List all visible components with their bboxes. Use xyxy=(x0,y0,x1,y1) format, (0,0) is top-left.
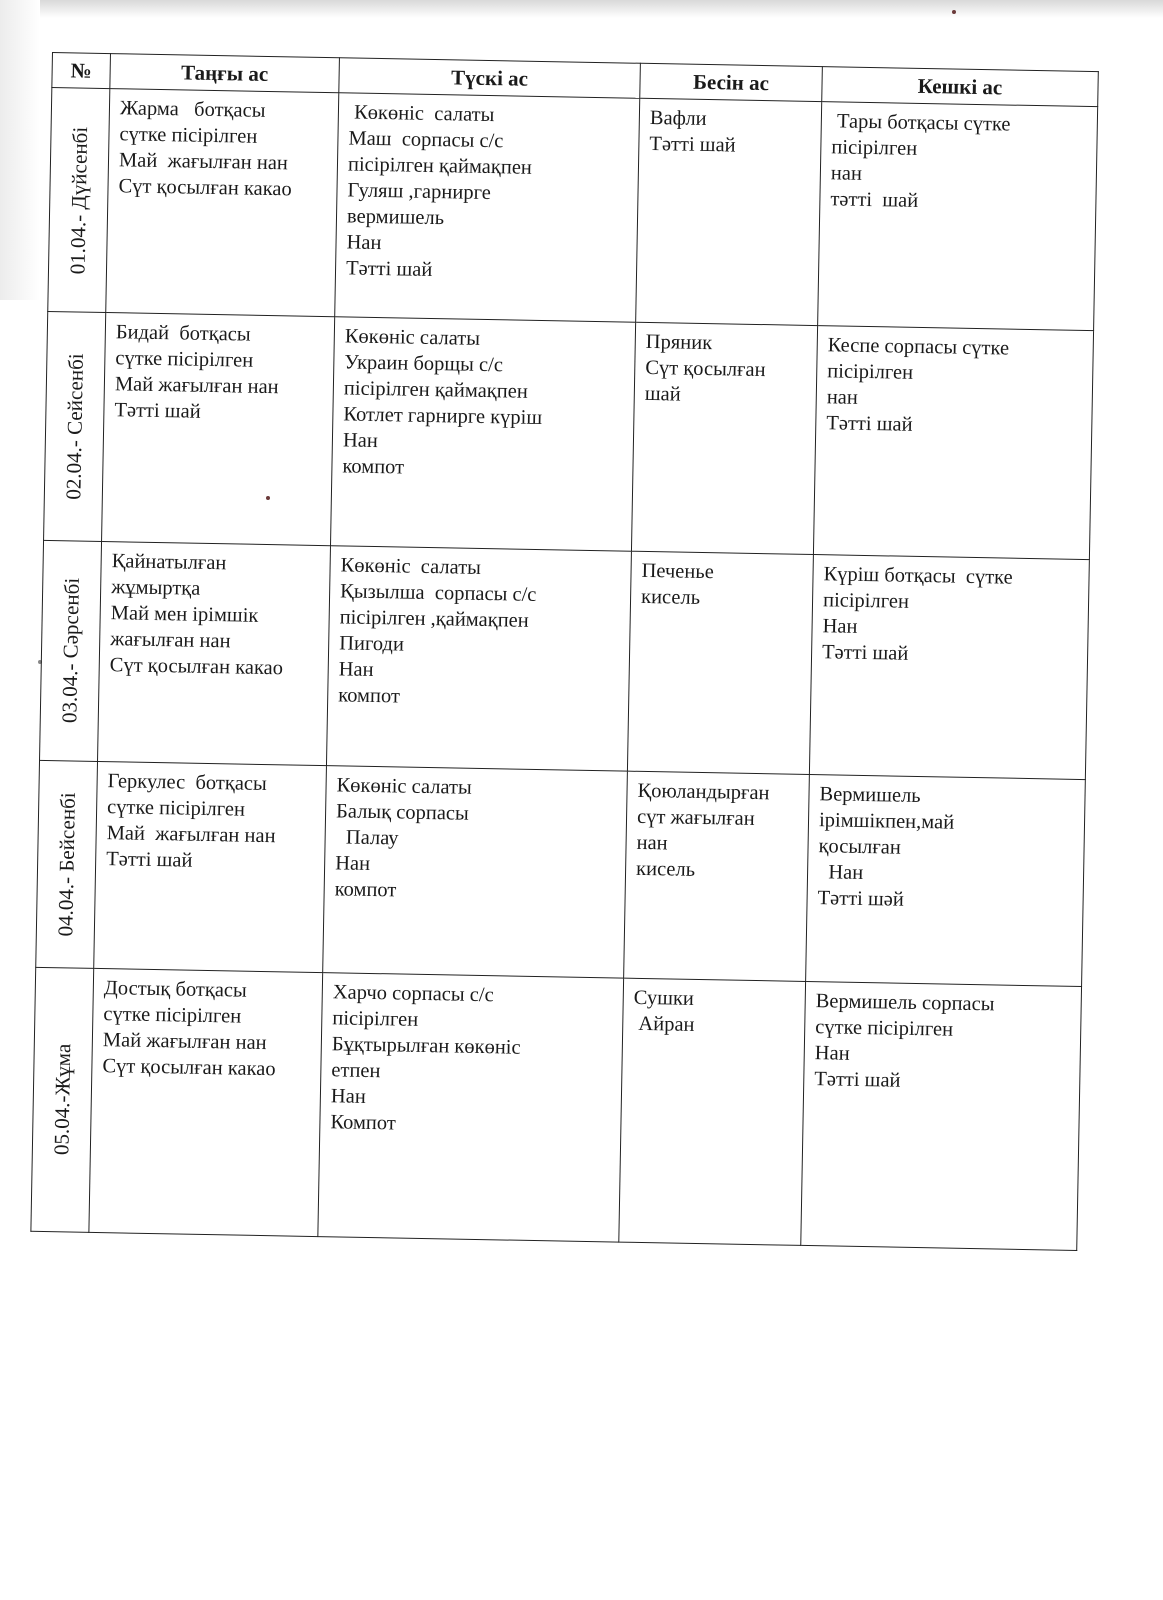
snack-items xyxy=(635,323,818,414)
menu-item: сүтке пісірілген xyxy=(103,1003,242,1028)
menu-item: Кеспе сорпасы сүтке xyxy=(827,334,1010,360)
menu-item: сүтке пісірілген xyxy=(119,123,258,148)
dinner-cell xyxy=(801,981,1082,1250)
header-breakfast: Таңғы ас xyxy=(110,54,340,93)
menu-item: тәтті шай xyxy=(830,188,919,212)
dinner-items xyxy=(816,326,1093,445)
menu-item: Тәтті шай xyxy=(106,847,193,872)
snack-cell xyxy=(619,978,806,1245)
menu-item: Нан xyxy=(822,614,858,638)
breakfast-cell xyxy=(102,313,335,546)
dinner-items xyxy=(804,982,1081,1101)
snack-cell xyxy=(631,322,817,554)
menu-item: Тары ботқасы сүтке xyxy=(831,110,1011,136)
menu-item: Көкөніс салаты xyxy=(340,553,482,579)
menu-item: Печенье xyxy=(641,559,715,583)
breakfast-items xyxy=(99,542,330,686)
menu-item: пісірілген ,қаймақпен xyxy=(339,605,529,632)
menu-item: Геркулес ботқасы xyxy=(107,769,267,795)
header-dinner: Кешкі ас xyxy=(822,67,1099,107)
menu-item: Балық сорпасы xyxy=(335,799,470,825)
menu-item: Тәтті шай xyxy=(821,640,909,665)
menu-item: Пряник xyxy=(645,331,713,355)
menu-item: компот xyxy=(338,683,401,708)
menu-item: Нан xyxy=(342,429,378,453)
menu-item: Достық ботқасы xyxy=(103,977,248,1002)
snack-cell xyxy=(627,551,813,774)
menu-item: Қайнатылған xyxy=(111,549,227,574)
dinner-items xyxy=(812,555,1089,674)
menu-item: жағылған нан xyxy=(110,627,231,652)
dinner-items xyxy=(807,775,1085,920)
menu-item: пісірілген xyxy=(827,360,914,385)
day-label: 03.04.- Сәрсенбі xyxy=(56,577,84,724)
day-cell xyxy=(48,88,110,313)
menu-item: пісірілген қаймақпен xyxy=(347,153,533,179)
day-label: 05.04.-Жұма xyxy=(48,1043,75,1156)
menu-item: Нан xyxy=(330,1085,366,1108)
menu-item: Котлет гарнирге күріш xyxy=(343,403,543,430)
menu-item: Май мен ірімшік xyxy=(110,601,259,627)
menu-item: пісірілген xyxy=(822,588,910,613)
menu-item: компот xyxy=(342,455,405,479)
menu-item: Сүт қосылған xyxy=(645,357,766,382)
menu-item: ірімшікпен,май xyxy=(818,808,955,834)
breakfast-items xyxy=(92,969,322,1087)
dinner-cell xyxy=(818,102,1098,331)
lunch-items xyxy=(332,317,635,488)
menu-item: шай xyxy=(644,383,681,406)
dinner-items xyxy=(820,102,1097,221)
menu-item: Май жағылған нан xyxy=(102,1029,267,1055)
lunch-cell xyxy=(318,973,624,1242)
menu-item: Тәтті шәй xyxy=(817,886,905,911)
menu-item: Нан xyxy=(338,657,374,681)
menu-item: сүтке пісірілген xyxy=(115,347,254,372)
menu-item: Нан xyxy=(817,860,864,884)
header-number: № xyxy=(52,53,111,89)
menu-item: Сүт қосылған какао xyxy=(102,1055,276,1081)
menu-item: Компот xyxy=(330,1111,397,1135)
header-lunch: Түскі ас xyxy=(339,58,641,99)
scan-speck xyxy=(952,10,956,14)
day-cell xyxy=(44,312,106,541)
menu-item: Тәтті шай xyxy=(826,412,913,437)
menu-item: кисель xyxy=(635,857,696,881)
table-row xyxy=(31,967,1082,1250)
snack-items xyxy=(623,979,805,1044)
menu-item: Украин борщы с/с xyxy=(344,351,504,377)
menu-item: Вафли xyxy=(649,106,707,131)
breakfast-items xyxy=(96,762,326,880)
menu-item: Сушки xyxy=(633,986,695,1010)
menu-item: пісірілген қаймақпен xyxy=(343,377,528,403)
menu-item: Май жағылған нан xyxy=(114,373,279,399)
breakfast-cell xyxy=(89,968,323,1236)
day-label: 04.04.- Бейсенбі xyxy=(52,791,80,937)
menu-item: Бидай ботқасы xyxy=(115,321,251,346)
menu-item: Май жағылған нан xyxy=(106,821,276,847)
lunch-cell xyxy=(326,545,631,770)
snack-cell xyxy=(636,98,822,325)
table-row xyxy=(48,88,1098,331)
menu-item: Тәтті шай xyxy=(814,1068,901,1092)
menu-item: пісірілген xyxy=(332,1007,419,1031)
snack-items xyxy=(626,771,809,888)
day-label: 02.04.- Сейсенбі xyxy=(60,353,88,500)
day-cell xyxy=(36,760,98,968)
menu-item: нан xyxy=(830,162,863,185)
menu-item: Нан xyxy=(334,851,371,875)
menu-item: пісірілген xyxy=(831,136,918,160)
lunch-items xyxy=(336,93,639,290)
menu-item: Вермишель xyxy=(819,782,921,807)
lunch-items xyxy=(320,973,623,1144)
table-row xyxy=(36,760,1086,987)
snack-items xyxy=(631,551,813,616)
menu-item: жұмыртқа xyxy=(111,575,201,600)
scan-left-edge xyxy=(0,0,40,300)
header-afternoon-snack: Бесін ас xyxy=(640,63,823,101)
breakfast-items xyxy=(108,89,338,207)
menu-item: Жарма ботқасы xyxy=(119,97,266,122)
menu-item: нан xyxy=(826,386,859,410)
menu-item: Қызылша сорпасы с/с xyxy=(339,579,537,606)
table-row xyxy=(44,312,1094,560)
menu-item: Пигоди xyxy=(339,631,405,656)
menu-item: қосылған xyxy=(818,834,902,859)
breakfast-cell xyxy=(94,761,327,973)
dinner-cell xyxy=(809,554,1089,779)
menu-item: Гуляш ,гарнирге xyxy=(347,179,492,205)
menu-item: Нан xyxy=(346,231,382,255)
lunch-cell xyxy=(335,93,640,323)
menu-item: Нан xyxy=(814,1042,850,1065)
lunch-cell xyxy=(331,317,636,551)
menu-item: вермишель xyxy=(346,205,445,230)
day-cell xyxy=(40,540,102,761)
menu-item: Харчо сорпасы с/с xyxy=(332,981,494,1007)
breakfast-cell xyxy=(98,541,331,765)
lunch-items xyxy=(324,766,627,911)
menu-item: компот xyxy=(334,877,397,902)
menu-item: Тәтті шай xyxy=(649,132,736,157)
snack-items xyxy=(639,99,821,164)
snack-cell xyxy=(624,771,810,982)
menu-item: Сүт қосылған какао xyxy=(118,175,292,201)
menu-item: Көкөніс салаты xyxy=(348,101,495,127)
menu-item: Қоюландырған xyxy=(637,779,770,804)
weekly-menu-table xyxy=(30,52,1098,1251)
breakfast-cell xyxy=(106,89,339,317)
scan-top-edge xyxy=(0,0,1163,18)
menu-item: нан xyxy=(636,831,668,854)
menu-item: Май жағылған нан xyxy=(118,149,289,175)
menu-item: Маш сорпасы с/с xyxy=(348,127,504,153)
menu-item: Сүт қосылған какао xyxy=(109,653,284,679)
menu-item: Вермишель сорпасы xyxy=(815,990,995,1016)
menu-item: сүтке пісірілген xyxy=(106,795,246,821)
menu-item: сүт жағылған xyxy=(636,805,755,830)
menu-item: сүтке пісірілген xyxy=(815,1016,954,1041)
menu-item: Тәтті шай xyxy=(114,399,201,423)
menu-item: Айран xyxy=(633,1012,695,1036)
day-label: 01.04.- Дүйсенбі xyxy=(64,126,92,275)
table-row xyxy=(40,540,1090,779)
dinner-cell xyxy=(806,774,1086,986)
menu-item: Көкөніс салаты xyxy=(344,325,481,351)
lunch-cell xyxy=(323,765,628,978)
menu-item: Көкөніс салаты xyxy=(336,773,472,799)
menu-item: етпен xyxy=(331,1059,381,1083)
day-cell xyxy=(31,967,94,1232)
menu-item: Бұқтырылған көкөніс xyxy=(331,1033,521,1059)
lunch-items xyxy=(328,546,631,717)
menu-item: Тәтті шай xyxy=(345,257,433,282)
dinner-cell xyxy=(813,326,1093,559)
menu-item: Күріш ботқасы сүтке xyxy=(823,562,1013,589)
menu-item: кисель xyxy=(640,585,701,609)
menu-item: Палау xyxy=(335,825,399,850)
breakfast-items xyxy=(104,313,334,431)
